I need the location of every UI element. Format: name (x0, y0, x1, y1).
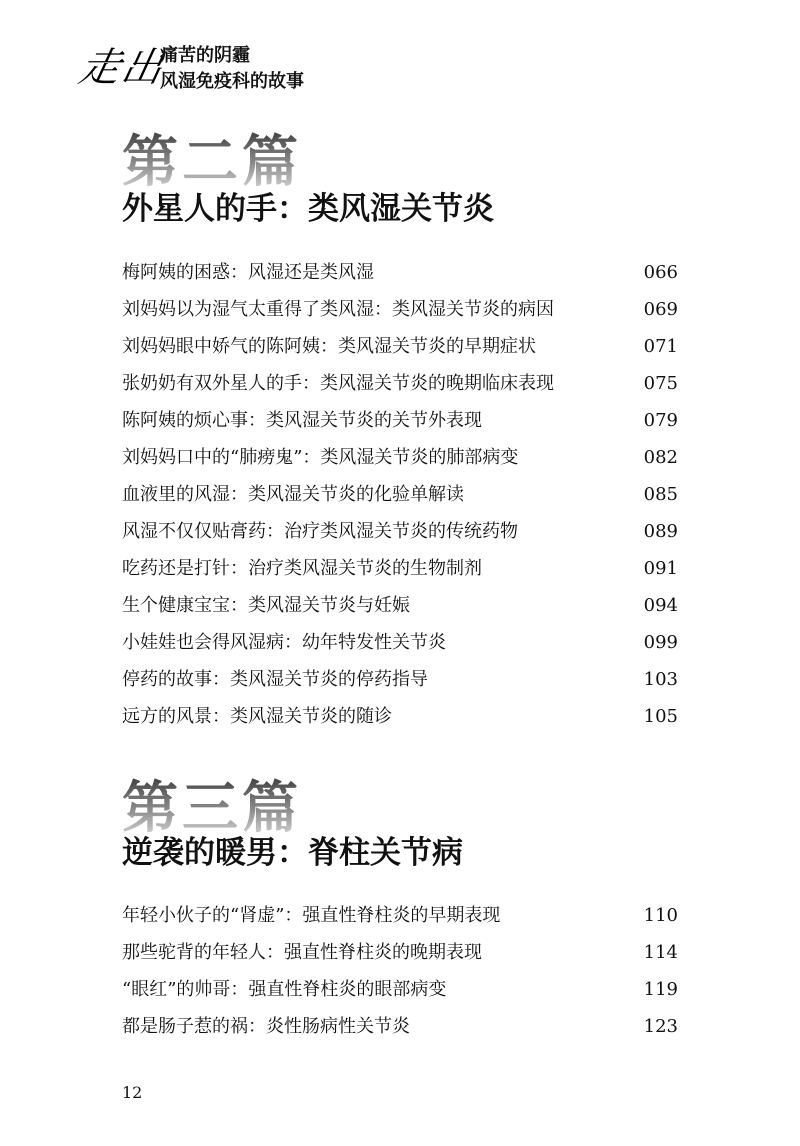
toc-entry-page: 119 (643, 979, 678, 1000)
toc-entry-title: 小娃娃也会得风湿病：幼年特发性关节炎 (122, 632, 446, 653)
part-heading (122, 775, 682, 878)
toc-entry-title: 吃药还是打针：治疗类风湿关节炎的生物制剂 (122, 558, 482, 579)
toc-entry-title: 张奶奶有双外星人的手：类风湿关节炎的晚期临床表现 (122, 373, 554, 394)
toc-entry[interactable] (122, 328, 682, 365)
toc-entry-title: 刘妈妈眼中娇气的陈阿姨：类风湿关节炎的早期症状 (122, 336, 536, 357)
toc-entry-title: 年轻小伙子的“肾虚”：强直性脊柱炎的早期表现 (122, 905, 501, 926)
toc-entry[interactable] (122, 365, 682, 402)
book-subtitle (160, 43, 304, 95)
toc-entry[interactable] (122, 971, 682, 1008)
toc-entry[interactable] (122, 1008, 682, 1045)
toc-entry-page: 110 (643, 905, 678, 926)
toc-list (122, 897, 682, 1045)
part-heading (122, 129, 682, 232)
toc-entry-title: 血液里的风湿：类风湿关节炎的化验单解读 (122, 484, 464, 505)
toc-entry-page: 091 (643, 558, 678, 579)
toc-entry[interactable] (122, 624, 682, 661)
book-subtitle-line-2: 风湿免疫科的故事 (160, 71, 304, 92)
toc-entry-title: 梅阿姨的困惑：风湿还是类风湿 (122, 262, 374, 283)
toc-entry[interactable] (122, 934, 682, 971)
toc-entry-title: 生个健康宝宝：类风湿关节炎与妊娠 (122, 595, 410, 616)
part-number: 第二篇 (122, 129, 302, 195)
toc-entry-page: 079 (643, 410, 678, 431)
toc-entry-page: 069 (643, 299, 678, 320)
toc-entry[interactable] (122, 513, 682, 550)
toc-entry[interactable] (122, 897, 682, 934)
toc-entry-title: “眼红”的帅哥：强直性脊柱炎的眼部病变 (122, 979, 447, 1000)
part-title: 外星人的手：类风湿关节炎 (122, 191, 494, 227)
toc-entry-title: 那些驼背的年轻人：强直性脊柱炎的晚期表现 (122, 942, 482, 963)
toc-entry-page: 071 (643, 336, 678, 357)
book-logo: 走出 (75, 45, 169, 91)
toc-entry[interactable] (122, 698, 682, 735)
toc-entry[interactable] (122, 587, 682, 624)
toc-entry-page: 094 (643, 595, 678, 616)
toc-entry-page: 089 (643, 521, 678, 542)
toc-entry[interactable] (122, 402, 682, 439)
toc-entry-title: 远方的风景：类风湿关节炎的随诊 (122, 706, 392, 727)
toc-entry-page: 123 (643, 1016, 678, 1037)
page-number: 12 (122, 1083, 143, 1102)
toc-entry-page: 075 (643, 373, 678, 394)
toc-list (122, 254, 682, 735)
book-subtitle-line-1: 痛苦的阴霾 (160, 45, 250, 66)
toc-entry-title: 风湿不仅仅贴膏药：治疗类风湿关节炎的传统药物 (122, 521, 518, 542)
toc-entry[interactable] (122, 661, 682, 698)
toc-entry-title: 都是肠子惹的祸：炎性肠病性关节炎 (122, 1016, 410, 1037)
toc-entry-page: 085 (643, 484, 678, 505)
toc-entry-page: 066 (643, 262, 678, 283)
toc-entry[interactable] (122, 550, 682, 587)
toc-entry[interactable] (122, 254, 682, 291)
toc-entry-page: 103 (643, 669, 678, 690)
toc-entry-title: 停药的故事：类风湿关节炎的停药指导 (122, 669, 428, 690)
toc-entry-page: 105 (643, 706, 678, 727)
toc-entry-title: 陈阿姨的烦心事：类风湿关节炎的关节外表现 (122, 410, 482, 431)
part-title: 逆袭的暖男：脊柱关节病 (122, 835, 463, 871)
toc-entry[interactable] (122, 476, 682, 513)
toc-entry-title: 刘妈妈口中的“肺痨鬼”：类风湿关节炎的肺部病变 (122, 447, 519, 468)
toc-entry[interactable] (122, 291, 682, 328)
toc-entry-page: 114 (643, 942, 678, 963)
running-header (75, 38, 440, 98)
toc-entry-title: 刘妈妈以为湿气太重得了类风湿：类风湿关节炎的病因 (122, 299, 554, 320)
toc-entry[interactable] (122, 439, 682, 476)
part-number: 第三篇 (122, 775, 302, 841)
toc-entry-page: 099 (643, 632, 678, 653)
toc-entry-page: 082 (643, 447, 678, 468)
